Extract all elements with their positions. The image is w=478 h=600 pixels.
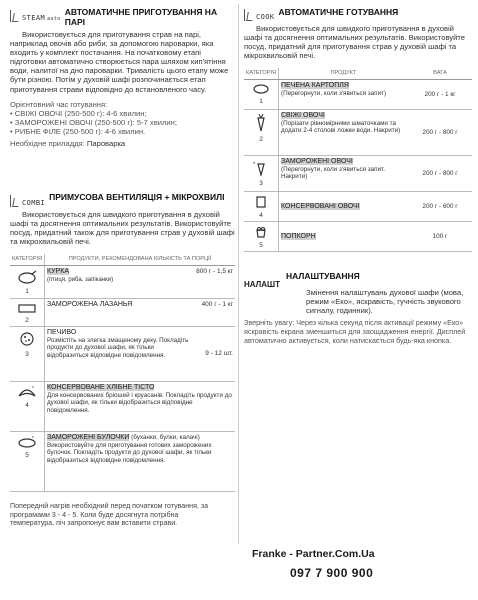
settings-icon: НАЛАШТ [244, 280, 280, 289]
cook-title: АВТОМАТИЧНЕ ГОТУВАННЯ [278, 7, 399, 17]
steam-section [10, 8, 235, 148]
settings-section [244, 272, 472, 346]
cook-icon: COOK [244, 9, 274, 21]
can-icon [255, 196, 267, 208]
settings-header [244, 272, 472, 289]
column-divider [238, 4, 239, 544]
cook-header-weight: ВАГА [408, 68, 472, 79]
settings-description: Змінення налаштувань духової шафи (мова, режим «Еко», яскравість, гучність звукового сигналу, годинник). [306, 288, 464, 316]
table-row: * 3 ЗАМОРОЖЕНІ ОВОЧІ (Перегорнути, коли з'явиться запит. Накрити) 200 г - 800 г [244, 155, 472, 191]
svg-text:*: * [32, 386, 34, 393]
steam-times-heading: Орієнтовний час готування: [10, 99, 108, 109]
steam-header [10, 8, 235, 27]
steam-time-1: • ЗАМОРОЖЕНІ ОВОЧІ (250-500 г): 5-7 хвилин; [10, 117, 177, 127]
table-row: * 5 ЗАМОРОЖЕНІ БУЛОЧКИ (буханки, булки, калачі) Використовуйте для приготування готових заморожених булочок. Покладіть продукти до духової шафи, як тільки відобразиться відповідне повідомлення. [10, 432, 235, 492]
cook-description: Використовується для швидкого приготування в духовій шафі та досягнення оптимальних результатів. Використовуйте посуд, придатний для приготування страв у духовій шафі та мікрохвильовій печі. [244, 24, 465, 61]
carrot-icon [254, 114, 268, 132]
table-row: 1 КУРКА (птиця, риба, запіканки) 800 г - 1,5 кг [10, 265, 235, 298]
combi-title: ПРИМУСОВА ВЕНТИЛЯЦІЯ + МІКРОХВИЛІ [49, 192, 225, 202]
steam-icon: STEAM auto [10, 10, 61, 22]
svg-text:*: * [32, 436, 34, 443]
combi-header [10, 193, 235, 207]
watermark-phone: 097 7 900 900 [290, 566, 374, 580]
settings-note: Зверніть увагу: Через кілька секунд після активації режиму «Еко» яскравість екрана зменшиться для заощадження енергії. Дисплей автоматично активується, коли натискається будь-яка кнопка. [244, 318, 466, 345]
svg-text:*: * [31, 302, 33, 307]
combi-header-products: ПРОДУКТИ, РЕКОМЕНДОВАНА КІЛЬКІСТЬ ТА ПОРЦІЇ [45, 254, 236, 265]
table-row: 3 ПЕЧИВО Розмістіть на злегка змащеному деку. Покладіть продукти до духової шафи, як тільки відобразиться відповідне повідомлення. 9 - 12 шт. [10, 327, 235, 382]
steam-time-0: • СВІЖІ ОВОЧІ (250-500 г): 4-6 хвилин; [10, 108, 147, 118]
cook-section [244, 8, 472, 252]
frozen-carrot-icon [253, 160, 269, 176]
combi-header-category: КАТЕГОРІЯ [10, 254, 45, 265]
svg-text:*: * [253, 161, 256, 168]
table-row: 4 КОНСЕРВОВАНІ ОВОЧІ 200 г - 600 г [244, 191, 472, 221]
cook-header-category: КАТЕГОРІЯ [244, 68, 279, 79]
chicken-icon [17, 270, 37, 284]
lasagna-icon [18, 303, 36, 313]
table-row: 5 ПОПКОРН 100 г [244, 222, 472, 252]
table-row: 2 СВІЖІ ОВОЧІ (Порізати рівномірними шматочками та додати 2-4 столові ложки води. Накрити) 200 г - 800 г [244, 109, 472, 155]
croissant-icon [17, 386, 37, 398]
cook-header-product: ПРОДУКТ [279, 68, 409, 79]
cook-table [244, 68, 472, 252]
potato-icon [252, 84, 270, 94]
cook-header [244, 8, 472, 21]
table-row: 1 ПЕЧЕНА КАРТОПЛЯ (Перегорнути, коли з'явиться запит) 200 г - 1 кг [244, 79, 472, 109]
combi-icon: COMBI [10, 195, 45, 207]
steam-description: Використовується для приготування страв на парі, наприклад овочів або риби, за допомогою пароварки, яка входить у комплект постачання. На початковому етапі підготовки автоматично створюється пара шляхом кип'ятіння води, налитої на дно пароварки. Тривалість цього етапу може бути різною. Потім у духовій шафі розпочинається етап приготування страви відповідно до встановленого часу. [10, 30, 229, 94]
cookie-icon [19, 331, 35, 347]
bread-roll-icon [17, 436, 37, 448]
steam-accessory: Необхідне приладдя: Пароварка [10, 139, 126, 149]
combi-footnote: Попередній нагрів необхідний перед початком готування, за програмами 3 - 4 - 5. Коли буде досягнута потрібна температура, піч запропонує вам вставити страви. [10, 502, 209, 528]
popcorn-icon [255, 226, 267, 238]
combi-description: Використовується для швидкого приготування в духовій шафі та досягнення оптимальних результатів. Використовуйте посуд, придатний також для приготування страв у духовій шафі та мікрохвильовій печі. [10, 210, 235, 247]
table-row: * 4 КОНСЕРВОВАНЕ ХЛІБНЕ ТІСТО Для консервованих бріошей і круасанів. Покладіть продукти до духової шафи, як тільки відобразиться відповідне повідомлення. [10, 382, 235, 432]
combi-section [10, 193, 235, 528]
steam-time-2: • РИБНЕ ФІЛЕ (250-500 г): 4-6 хвилин. [10, 126, 146, 136]
steam-title: АВТОМАТИЧНЕ ПРИГОТУВАННЯ НА ПАРІ [64, 7, 218, 27]
combi-table [10, 254, 235, 492]
table-row: * 2 ЗАМОРОЖЕНА ЛАЗАНЬЯ 400 г - 1 кг [10, 298, 235, 326]
settings-title: НАЛАШТУВАННЯ [285, 271, 360, 281]
watermark-site: Franke - Partner.Com.Ua [252, 548, 375, 560]
